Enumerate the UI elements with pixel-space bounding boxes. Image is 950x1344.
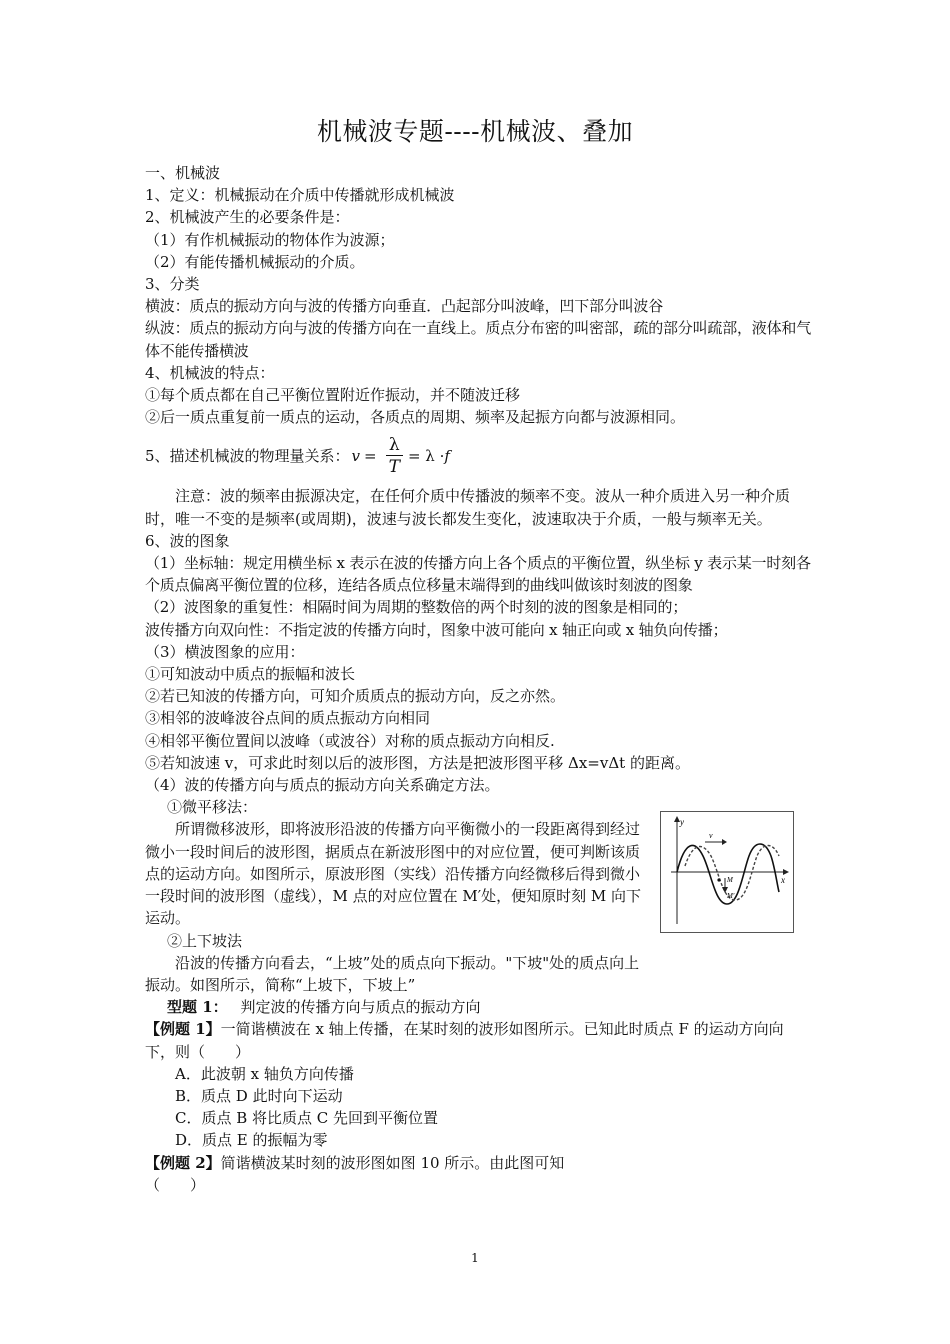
question-type-text: 判定波的传播方向与质点的振动方向 [240, 998, 481, 1017]
formula-rhs: = λ · [407, 447, 445, 466]
paragraph [145, 996, 811, 1018]
paragraph: ①微平移法： [167, 798, 258, 817]
paragraph: ⑤若知波速 v，可求此时刻以后的波形图，方法是把波形图平移 Δx=vΔt 的距离。 [145, 753, 690, 772]
wave-diagram [661, 812, 793, 932]
example-2-label: 【例题 2】 [145, 1153, 221, 1172]
example-1-text: 一简谐横波在 x 轴上传播，在某时刻的波形如图所示。已知此时质点 F 的运动方向向下，则（ ） [145, 1020, 784, 1061]
formula-fraction [386, 435, 403, 478]
wave-speed-formula [352, 435, 450, 478]
page-number: 1 [471, 1251, 479, 1265]
formula-lambda: λ [388, 434, 400, 455]
paragraph: （1）有作机械振动的物体作为波源； [145, 230, 395, 249]
formula-prefix: 5、描述机械波的物理量关系： [145, 447, 350, 466]
paragraph: ②后一质点重复前一质点的运动，各质点的周期、频率及起振方向都与波源相同。 [145, 408, 686, 427]
example-2-text: 简谐横波某时刻的波形图如图 10 所示。由此图可知 [220, 1153, 565, 1172]
paragraph: ④相邻平衡位置间以波峰（或波谷）对称的质点振动方向相反. [145, 731, 555, 750]
document-title: 机械波专题----机械波、叠加 [316, 117, 634, 146]
paragraph: 3、分类 [145, 275, 200, 294]
velocity-label: v [709, 831, 713, 840]
document-body [145, 162, 811, 1196]
paragraph: （1）坐标轴：规定用横坐标 x 表示在波的传播方向上各个质点的平衡位置，纵坐标 y 表示某一时刻各个质点偏离平衡位置的位移，连结各质点位移量末端得到的曲线叫做该时刻波的图象 [145, 554, 811, 595]
option: C．质点 B 将比质点 C 先回到平衡位置 [175, 1109, 439, 1128]
option: D．质点 E 的振幅为零 [175, 1131, 328, 1150]
paragraph: ②若已知波的传播方向，可知介质质点的振动方向，反之亦然。 [145, 687, 566, 706]
formula-line [145, 430, 811, 482]
section-heading: 一、机械波 [145, 164, 221, 182]
paragraph: 6、波的图象 [145, 531, 230, 550]
paragraph: 2、机械波产生的必要条件是： [145, 208, 350, 227]
formula-f: f [444, 447, 450, 466]
point-m-label: M [727, 876, 733, 884]
question-type-label: 型题 1： [167, 998, 228, 1017]
paragraph: 沿波的传播方向看去，“上坡”处的质点向下振动。"下坡"处的质点向上振动。如图所示，简称“上坡下，下坡上” [145, 953, 640, 994]
example-2 [145, 1152, 811, 1174]
paragraph: 4、机械波的特点： [145, 363, 275, 382]
paragraph: （3）横波图象的应用： [145, 642, 305, 661]
point-m-prime-label: M' [727, 892, 735, 900]
formula-period: T [386, 455, 403, 478]
option: A．此波朝 x 轴负方向传播 [175, 1064, 354, 1083]
y-axis-label: y [680, 817, 684, 827]
point-m-marker [717, 878, 720, 881]
example-1-label: 【例题 1】 [145, 1020, 221, 1039]
velocity-arrow-icon [722, 839, 727, 845]
x-axis-label: x [781, 875, 785, 885]
paragraph: 波传播方向双向性：不指定波的传播方向时，图象中波可能向 x 轴正向或 x 轴负向传播； [145, 620, 728, 639]
paragraph: （2）波图象的重复性：相隔时间为周期的整数倍的两个时刻的波的图象是相同的； [145, 598, 688, 617]
paragraph: ①可知波动中质点的振幅和波长 [145, 665, 356, 684]
paragraph: （4）波的传播方向与质点的振动方向关系确定方法。 [145, 776, 500, 795]
example-1 [145, 1018, 811, 1062]
formula-equals: = [364, 447, 377, 466]
paragraph: （2）有能传播机械振动的介质。 [145, 252, 365, 271]
paragraph: ①每个质点都在自己平衡位置附近作振动，并不随波迁移 [145, 386, 521, 405]
paragraph: 所谓微移波形，即将波形沿波的传播方向平衡微小的一段距离得到经过微小一段时间后的波形图，据质点在新波形图中的对应位置，便可判断该质点的运动方向。如图所示，原波形图（实线）沿传播方向经微移后得到微小一段时间的波形图（虚线），M 点的对应位置在 M′处，便知原时刻 M 向下运动。 [145, 820, 642, 928]
answer-parens: （ ） [145, 1175, 206, 1194]
option: B．质点 D 此时向下运动 [175, 1086, 343, 1105]
formula-v: v [351, 447, 361, 466]
paragraph: 注意：波的频率由振源决定，在任何介质中传播波的频率不变。波从一种介质进入另一种介质时，唯一不变的是频率(或周期)，波速与波长都发生变化，波速取决于介质，一般与频率无关。 [145, 487, 791, 528]
paragraph: 纵波：质点的振动方向与波的传播方向在一直线上。质点分布密的叫密部，疏的部分叫疏部，液体和气体不能传播横波 [145, 319, 812, 360]
paragraph: ②上下坡法 [167, 931, 243, 950]
wave-figure [660, 811, 794, 933]
paragraph: ③相邻的波峰波谷点间的质点振动方向相同 [145, 709, 431, 728]
paragraph: 1、定义：机械振动在介质中传播就形成机械波 [145, 186, 455, 205]
paragraph: 横波：质点的振动方向与波的传播方向垂直．凸起部分叫波峰，凹下部分叫波谷 [145, 297, 664, 316]
